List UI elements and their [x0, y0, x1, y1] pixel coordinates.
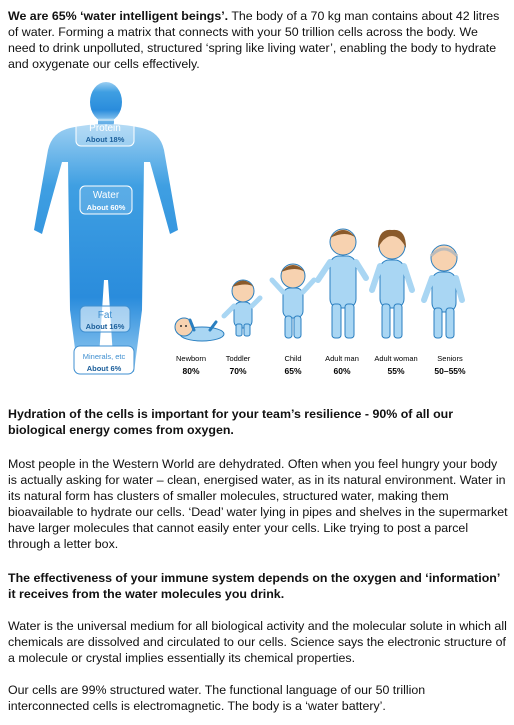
body-region-minerals: [74, 346, 134, 374]
adult-woman-figure: [372, 230, 412, 338]
toddler-figure: [224, 280, 260, 336]
newborn-figure: [175, 318, 224, 341]
age-label-toddler: Toddler: [225, 354, 251, 363]
body-region-protein: [76, 120, 134, 146]
age-percent-newborn: 80%: [182, 366, 200, 376]
adult-man-figure: [318, 229, 366, 338]
age-label-seniors: Seniors: [437, 354, 463, 363]
body-region-fat: [80, 306, 130, 332]
paragraph-structured-water: Our cells are 99% structured water. The functional language of our 50 trillion interconnected cells is electromagnetic. The body is a ‘water battery’.: [8, 683, 426, 713]
age-percent-toddler: 70%: [229, 366, 247, 376]
region-amount: About 6%: [86, 364, 122, 373]
region-amount: About 60%: [86, 203, 126, 212]
region-amount: About 16%: [85, 322, 125, 331]
age-percent-seniors: 50–55%: [434, 366, 466, 376]
heading-hydration: Hydration of the cells is important for your team’s resilience - 90% of all our biological energy comes from oxygen.: [8, 407, 454, 437]
child-figure: [272, 264, 314, 338]
age-labels: [176, 354, 466, 376]
age-label-adult-man: Adult man: [325, 354, 359, 363]
intro-lead: We are 65% ‘water intelligent beings’.: [8, 9, 229, 23]
body-region-water: [80, 186, 132, 214]
intro-paragraph: [8, 8, 508, 72]
paragraph-universal-medium: Water is the universal medium for all biological activity and the molecular solute in which all chemicals are dissolved and circulated to our cells. Science says the electronic structure of a molecule or crystal implies essentially its chemical properties.: [8, 619, 507, 665]
region-amount: About 18%: [85, 135, 125, 144]
region-name: Fat: [97, 310, 113, 321]
paragraph-dehydration: Most people in the Western World are dehydrated. Often when you feel hungry your body is actually asking for water – clean, energised water, as in its natural environment. Water in its natural form has clusters of smaller molecules, structured water, making them bioavailable to hydrate our cells. ‘Dead’ water lying in pipes and shelves in the supermarket have larger molecules that cannot easily enter your cells. Like trying to post a parcel through a letter box.: [8, 457, 508, 551]
age-label-child: Child: [284, 354, 302, 363]
age-percent-adult-woman: 55%: [387, 366, 405, 376]
age-percent-child: 65%: [284, 366, 302, 376]
intro-text: The body of a 70 kg man contains about 42 litres of water. Forming a matrix that connects with your 50 trillion cells across the body. We need to drink unpolluted, structured ‘spring like living water’, enabling the body to hydrate and oxygenate our cells effectively.: [8, 9, 500, 71]
body-water-figure: [0, 80, 514, 390]
age-label-newborn: Newborn: [175, 354, 207, 363]
age-label-adult-woman: Adult woman: [374, 354, 418, 363]
heading-immune-system: The effectiveness of your immune system depends on the oxygen and ‘information’ it receives from the water molecules you drink.: [8, 571, 500, 601]
senior-figure: [424, 245, 462, 338]
region-name: Protein: [89, 123, 121, 134]
region-name: Minerals, etc: [82, 352, 126, 361]
region-name: Water: [92, 190, 120, 201]
age-percent-adult-man: 60%: [333, 366, 351, 376]
